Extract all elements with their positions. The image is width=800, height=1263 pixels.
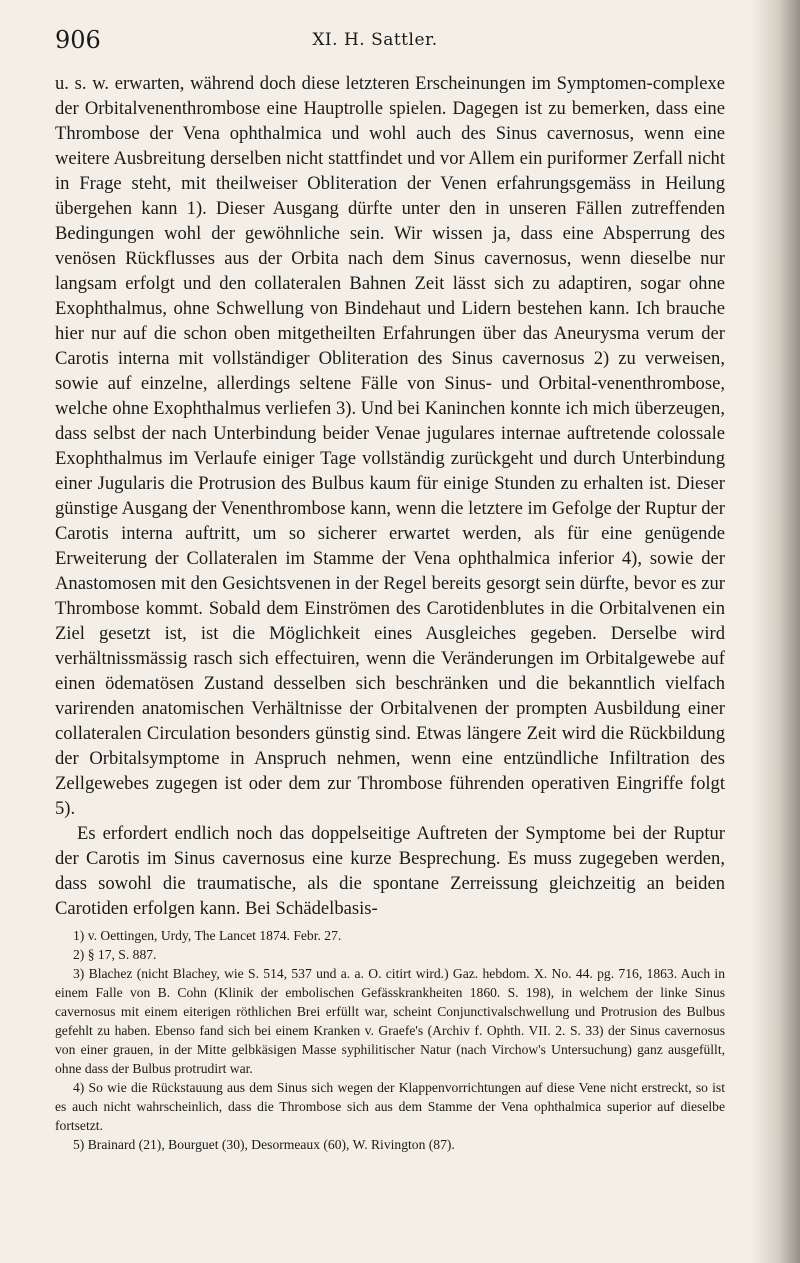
paragraph: u. s. w. erwarten, während doch diese letzteren Erscheinungen im Symptomen-complexe der Orbitalvenenthrombose eine Hauptrolle spielen. Dagegen ist zu bemerken, dass eine Thrombose der Vena ophthalmica und wohl auch des Sinus cavernosus, wenn eine weitere Ausbreitung derselben nicht stattfindet und vor Allem ein puriformer Zerfall nicht in Frage steht, mit theilweiser Obliteration der Venen erfahrungsgemäss in Heilung übergehen kann 1). Dieser Ausgang dürfte unter den in unseren Fällen zutreffenden Bedingungen wohl der gewöhnliche sein. Wir wissen ja, dass eine Absperrung des venösen Rückflusses aus der Orbita nach dem Sinus cavernosus, wenn dieselbe nur langsam erfolgt und den collateralen Bahnen Zeit lässt sich zu adaptiren, sogar ohne Exophthalmus, ohne Schwellung von Bindehaut und Lidern bestehen kann. Ich brauche hier nur auf die schon oben mitgetheilten Erfahrungen über das Aneurysma verum der Carotis interna mit vollständiger Obliteration des Sinus cavernosus 2) zu verweisen, sowie auf einzelne, allerdings seltene Fälle von Sinus- und Orbital-venenthrombose, welche ohne Exophthalmus verliefen 3). Und bei Kaninchen konnte ich mich überzeugen, dass selbst der nach Unterbindung beider Venae jugulares internae auftretende colossale Exophthalmus im Verlaufe einiger Tage vollständig zurückgeht und durch Unterbindung einer Jugularis die Protrusion des Bulbus kaum für einige Stunden zu erhalten ist. Dieser günstige Ausgang der Venenthrombose kann, wenn die letztere im Gefolge der Ruptur der Carotis interna auftritt, um so sicherer erwartet werden, als für eine genügende Erweiterung der Collateralen im Stamme der Vena ophthalmica inferior 4), sowie der Anastomosen mit den Gesichtsvenen in der Regel bereits gesorgt sein dürfte, bevor es zur Thrombose kommt. Sobald dem Einströmen des Carotidenblutes in die Orbitalvenen ein Ziel gesetzt ist, ist die Möglichkeit eines Ausgleiches gegeben. Derselbe wird verhältnissmässig rasch sich effectuiren, wenn die Veränderungen im Orbitalgewebe auf einen ödematösen Zustand desselben sich beschränken und die bekanntlich vielfach varirenden anatomischen Verhältnisse der Orbitalvenen der prompten Ausbildung einer collateralen Circulation besonders günstig sind. Etwas längere Zeit wird die Rückbildung der Orbitalsymptome in Anspruch nehmen, wenn eine entzündliche Infiltration des Zellgewebes zugegen ist oder dem zur Thrombose führenden operativen Eingriffe folgt 5). — [55, 73, 725, 819]
running-head: XI. H. Sattler. — [312, 30, 438, 50]
footnote: 4) So wie die Rückstauung aus dem Sinus sich wegen der Klappenvorrichtungen auf diese Vene nicht erstreckt, so ist es auch nicht wahrscheinlich, dass die Thrombose sich aus dem Stamme der Vena ophthalmica superior auf dieselbe fortsetzt. — [55, 1080, 725, 1133]
main-text — [55, 71, 725, 921]
footnotes — [55, 926, 725, 1154]
footnote: 5) Brainard (21), Bourguet (30), Desormeaux (60), W. Rivington (87). — [73, 1137, 455, 1152]
page-edge-shadow — [752, 0, 800, 1263]
footnote: 2) § 17, S. 887. — [73, 947, 157, 962]
footnote: 3) Blachez (nicht Blachey, wie S. 514, 537 und a. a. O. citirt wird.) Gaz. hebdom. X. No. 44. pg. 716, 1863. Auch in einem Falle von B. Cohn (Klinik der embolischen Gefässkrankheiten 1860. S. 198), in welchem der linke Sinus cavernosus mit einem eiterigen röthlichen Brei erfüllt war, scheint Conjunctivalschwellung und Protrusion des Bulbus gefehlt zu haben. Ebenso fand sich bei einem Kranken v. Graefe's (Archiv f. Ophth. VII. 2. S. 33) der Sinus cavernosus von einer grauen, in der Mitte gelbkäsigen Masse syphilitischer Natur (nach Virchow's Untersuchung) ganz ausgefüllt, ohne dass der Bulbus protrudirt war. — [55, 966, 725, 1076]
footnote: 1) v. Oettingen, Urdy, The Lancet 1874. Febr. 27. — [73, 928, 342, 943]
page-number: 906 — [55, 26, 101, 54]
paragraph: Es erfordert endlich noch das doppelseitige Auftreten der Symptome bei der Ruptur der Carotis im Sinus cavernosus eine kurze Besprechung. Es muss zugegeben werden, dass sowohl die traumatische, als die spontane Zerreissung gleichzeitig an beiden Carotiden erfolgen kann. Bei Schädelbasis- — [55, 823, 725, 919]
page-header — [55, 26, 695, 56]
